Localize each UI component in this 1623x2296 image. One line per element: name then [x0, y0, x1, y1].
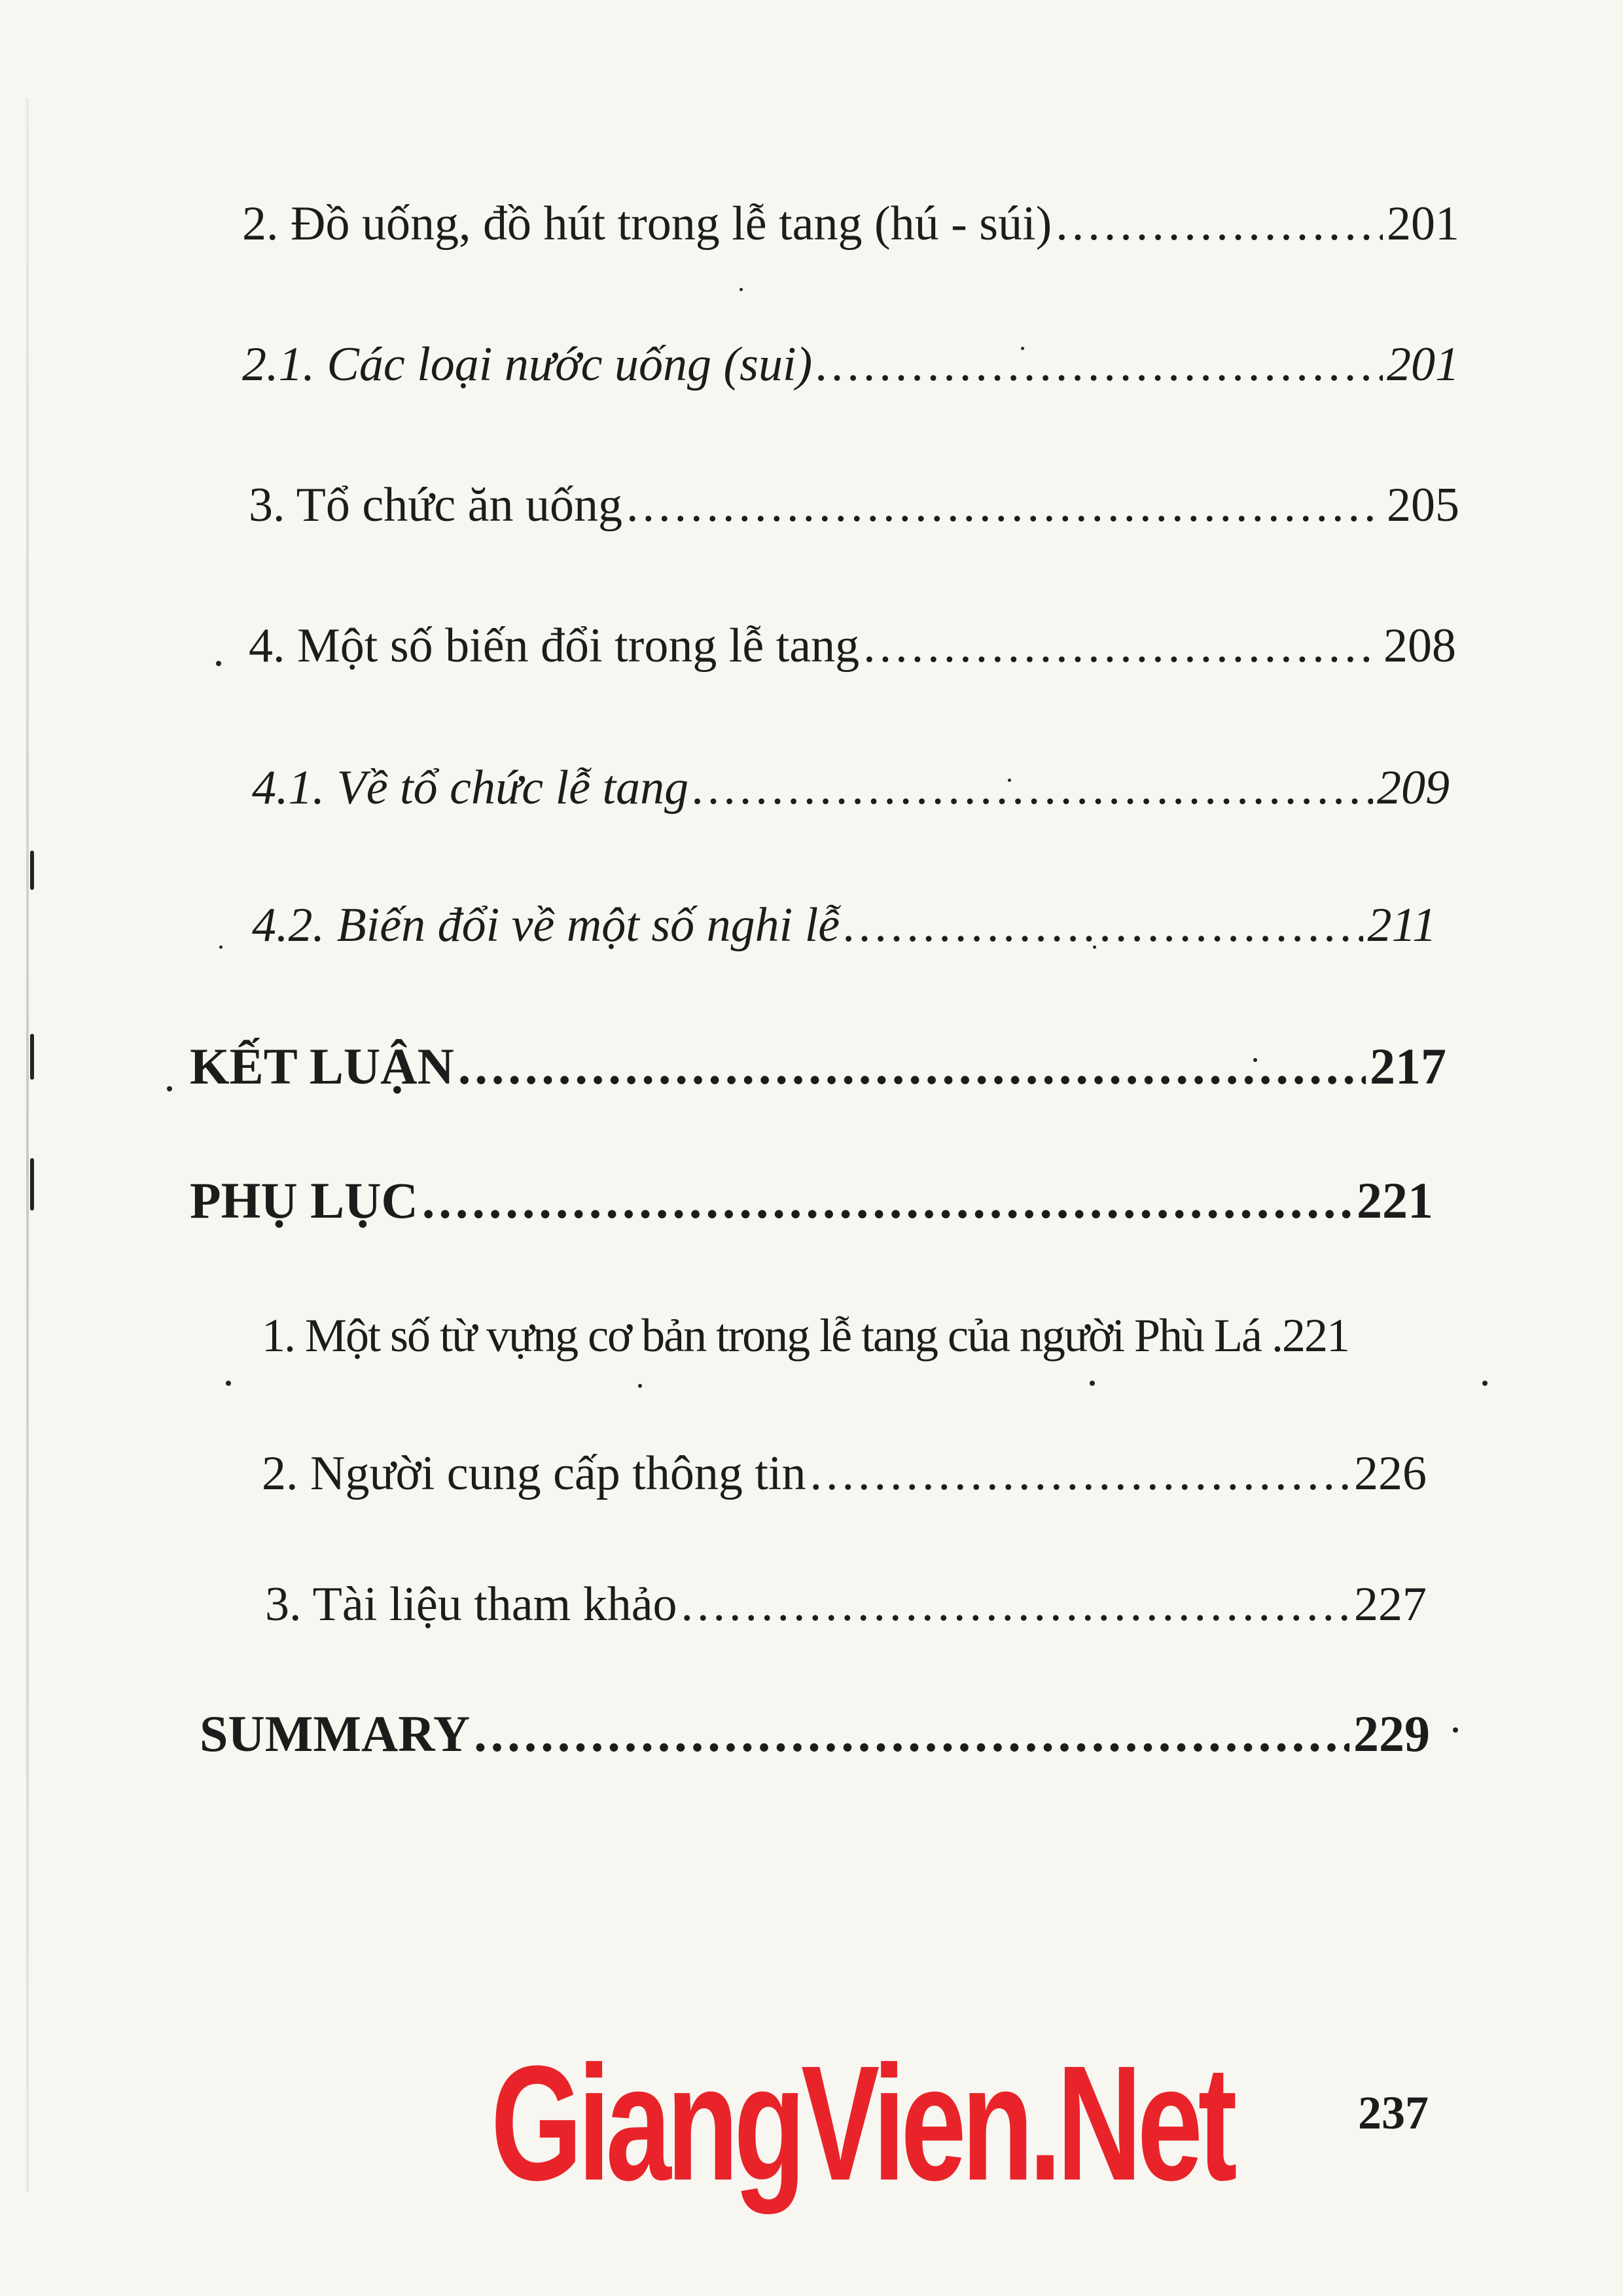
scan-speck: [1021, 347, 1024, 350]
dot-leader: [816, 337, 1383, 393]
toc-entry-page: 227: [1354, 1578, 1427, 1631]
dot-leader: [1056, 196, 1383, 252]
toc-entry-page: 205: [1387, 478, 1459, 532]
toc-entry-page: 201: [1387, 197, 1459, 251]
dot-leader: [626, 478, 1383, 533]
toc-entry-label: 3. Tổ chức ăn uống: [249, 478, 623, 532]
scan-speck: [1253, 1058, 1257, 1062]
scan-speck: [219, 945, 223, 949]
dot-leader: [474, 1704, 1349, 1763]
toc-entry[interactable]: [242, 196, 1459, 252]
toc-entry[interactable]: [190, 1171, 1433, 1230]
toc-entry-page: 211: [1367, 898, 1436, 952]
dot-leader: [863, 618, 1380, 674]
scan-speck: [1482, 1381, 1488, 1386]
dot-leader: [844, 898, 1363, 953]
scan-speck: [1008, 779, 1011, 782]
toc-entry-label: PHỤ LỤC: [190, 1172, 418, 1229]
toc-entry-page: 208: [1383, 619, 1456, 673]
toc-entry-label: 2. Đồ uống, đồ hút trong lễ tang (hú - súi): [242, 197, 1052, 251]
toc-entry-label: 2. Người cung cấp thông tin: [262, 1447, 806, 1500]
toc-entry-page: 201: [1387, 338, 1459, 391]
toc-entry-page: 221: [1357, 1172, 1433, 1229]
scan-speck: [226, 1381, 231, 1386]
toc-entry[interactable]: [262, 1446, 1427, 1502]
scan-speck: [638, 1384, 642, 1388]
scan-speck: [216, 661, 221, 666]
dot-leader: [422, 1171, 1353, 1230]
toc-entry-page: 217: [1370, 1038, 1446, 1095]
dot-leader: [458, 1037, 1366, 1096]
watermark-logo: GiangVien.Net: [491, 2032, 1233, 2214]
toc-entry[interactable]: [190, 1037, 1446, 1096]
dot-leader: [810, 1446, 1350, 1502]
toc-entry-label: 4. Một số biến đổi trong lễ tang: [249, 619, 860, 673]
dot-leader: [681, 1577, 1350, 1633]
dot-leader: [692, 760, 1373, 816]
scan-speck: [1453, 1727, 1458, 1733]
toc-entry-page: 229: [1353, 1705, 1430, 1762]
toc-entry[interactable]: [262, 1309, 1349, 1363]
scan-speck: [740, 288, 743, 291]
toc-entry-label: 1. Một số từ vựng cơ bản trong lễ tang của người Phù Lá .221: [262, 1309, 1349, 1362]
toc-entry[interactable]: [252, 760, 1450, 816]
toc-entry[interactable]: [252, 898, 1436, 953]
toc-entry[interactable]: [265, 1577, 1427, 1633]
toc-entry-label: 4.1. Về tổ chức lễ tang: [252, 761, 689, 815]
toc-entry-page: 209: [1377, 761, 1450, 815]
toc-entry-label: SUMMARY: [200, 1705, 471, 1762]
toc-entry-label: 3. Tài liệu tham khảo: [265, 1578, 677, 1631]
toc-entry[interactable]: [242, 337, 1459, 393]
page-number: 237: [1358, 2087, 1429, 2139]
toc-entry[interactable]: [249, 478, 1459, 533]
toc-entry-label: 4.2. Biến đổi về một số nghi lễ: [252, 898, 840, 952]
scan-speck: [167, 1086, 172, 1091]
scan-speck: [1093, 945, 1096, 949]
toc-entry[interactable]: [249, 618, 1456, 674]
toc-entry-label: 2.1. Các loại nước uống (sui): [242, 338, 813, 391]
toc-entry-label: KẾT LUẬN: [190, 1038, 454, 1095]
toc-entry-page: 226: [1354, 1447, 1427, 1500]
scan-speck: [1090, 1381, 1095, 1386]
toc-entry[interactable]: [200, 1704, 1430, 1763]
